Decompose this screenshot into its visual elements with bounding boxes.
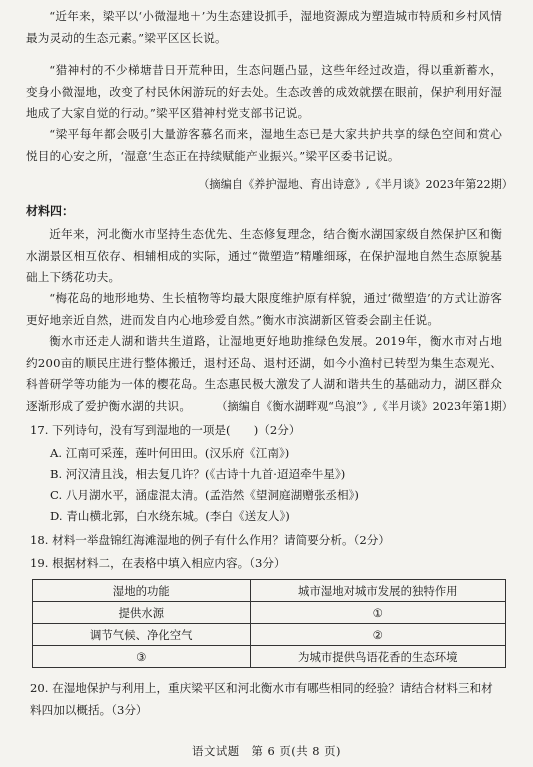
q19-stem: 19. 根据材料二，在表格中填入相应内容。（3分）	[30, 556, 286, 570]
table-row	[33, 602, 506, 624]
page-footer: 语文试题 第 6 页(共 8 页)	[192, 744, 341, 758]
q19-table	[32, 579, 506, 668]
table-cell: ③	[33, 646, 251, 668]
material3-quote-2: “猎神村的不少梯塘昔日开荒种田，生态问题凸显，这些年经过改造，得以重新蓄水，变身小微湿地，改变了村民休闲游玩的好去处。生态改善的成效就摆在眼前，保护利用好湿地成了大家自觉的行动。”梁平区猎神村党支部书记说。	[26, 63, 502, 120]
material3-quote-3: “梁平每年都会吸引大量游客慕名而来，湿地生态已是大家共护共享的绿色空间和赏心悦目的心安之所，‘湿意’生态正在持续赋能产业振兴。”梁平区委书记说。	[26, 127, 502, 163]
q17-option-b: B. 河汉清且浅，相去复几许？(《古诗十九首·迢迢牵牛星》)	[50, 467, 346, 481]
q17-option-c: C. 八月湖水平，涵虚混太清。(孟浩然《望洞庭湖赠张丞相》)	[50, 488, 359, 502]
material4-para-3: 衡水市还走人湖和谐共生道路，让湿地更好地助推绿色发展。2019年，衡水市对占地约200亩的顺民庄进行整体搬迁，退村还岛、退村还湖，如今小渔村已转型为集生态观光、科普研学等功能为一体的樱花岛。生态惠民极大激发了人湖和谐共生的基础动力，湖区群众逐渐形成了爱护衡水湖的共识。	[26, 334, 502, 413]
table-cell: 为城市提供鸟语花香的生态环境	[250, 646, 505, 668]
material4-para-2: “梅花岛的地形地势、生长植物等均最大限度维护原有样貌，通过‘微塑造’的方式让游客更好地亲近自然，进而发自内心地珍爱自然。”衡水市滨湖新区管委会副主任说。	[26, 291, 502, 327]
table-header-row	[33, 580, 506, 602]
q20-stem: 20. 在湿地保护与利用上，重庆梁平区和河北衡水市有哪些相同的经验？请结合材料三和材料四加以概括。（3分）	[30, 681, 493, 717]
table-cell: 调节气候、净化空气	[33, 624, 251, 646]
material3-source: （摘编自《养护湿地、育出诗意》,《半月谈》2023年第22期）	[198, 178, 513, 191]
material4-heading: 材料四：	[26, 204, 75, 218]
q17-option-a: A. 江南可采莲，莲叶何田田。(汉乐府《江南》)	[50, 446, 290, 460]
q17-stem: 17. 下列诗句，没有写到湿地的一项是( )（2分）	[30, 423, 301, 437]
table-cell: ①	[250, 602, 505, 624]
table-cell: ②	[250, 624, 505, 646]
table-row	[33, 646, 506, 668]
q17-option-d: D. 青山横北郭，白水绕东城。(李白《送友人》)	[50, 509, 290, 523]
material4-source: （摘编自《衡水湖畔观“鸟浪”》,《半月谈》2023年第1期）	[216, 400, 513, 413]
table-row	[33, 624, 506, 646]
table-header-cell: 湿地的功能	[33, 580, 251, 602]
table-header-cell: 城市湿地对城市发展的独特作用	[250, 580, 505, 602]
table-cell: 提供水源	[33, 602, 251, 624]
material4-para-1: 近年来，河北衡水市坚持生态优先、生态修复理念，结合衡水湖国家级自然保护区和衡水湖景区相互依存、相辅相成的实际，通过“微塑造”精雕细琢，在保护湿地自然生态原貌基础上下绣花功夫。	[26, 227, 502, 284]
q18-stem: 18. 材料一举盘锦红海滩湿地的例子有什么作用？请简要分析。（2分）	[30, 533, 390, 547]
material3-quote-1: “近年来，梁平以‘小微湿地＋’为生态建设抓手，湿地资源成为塑造城市特质和乡村风情最为灵动的生态元素。”梁平区区长说。	[26, 9, 502, 45]
